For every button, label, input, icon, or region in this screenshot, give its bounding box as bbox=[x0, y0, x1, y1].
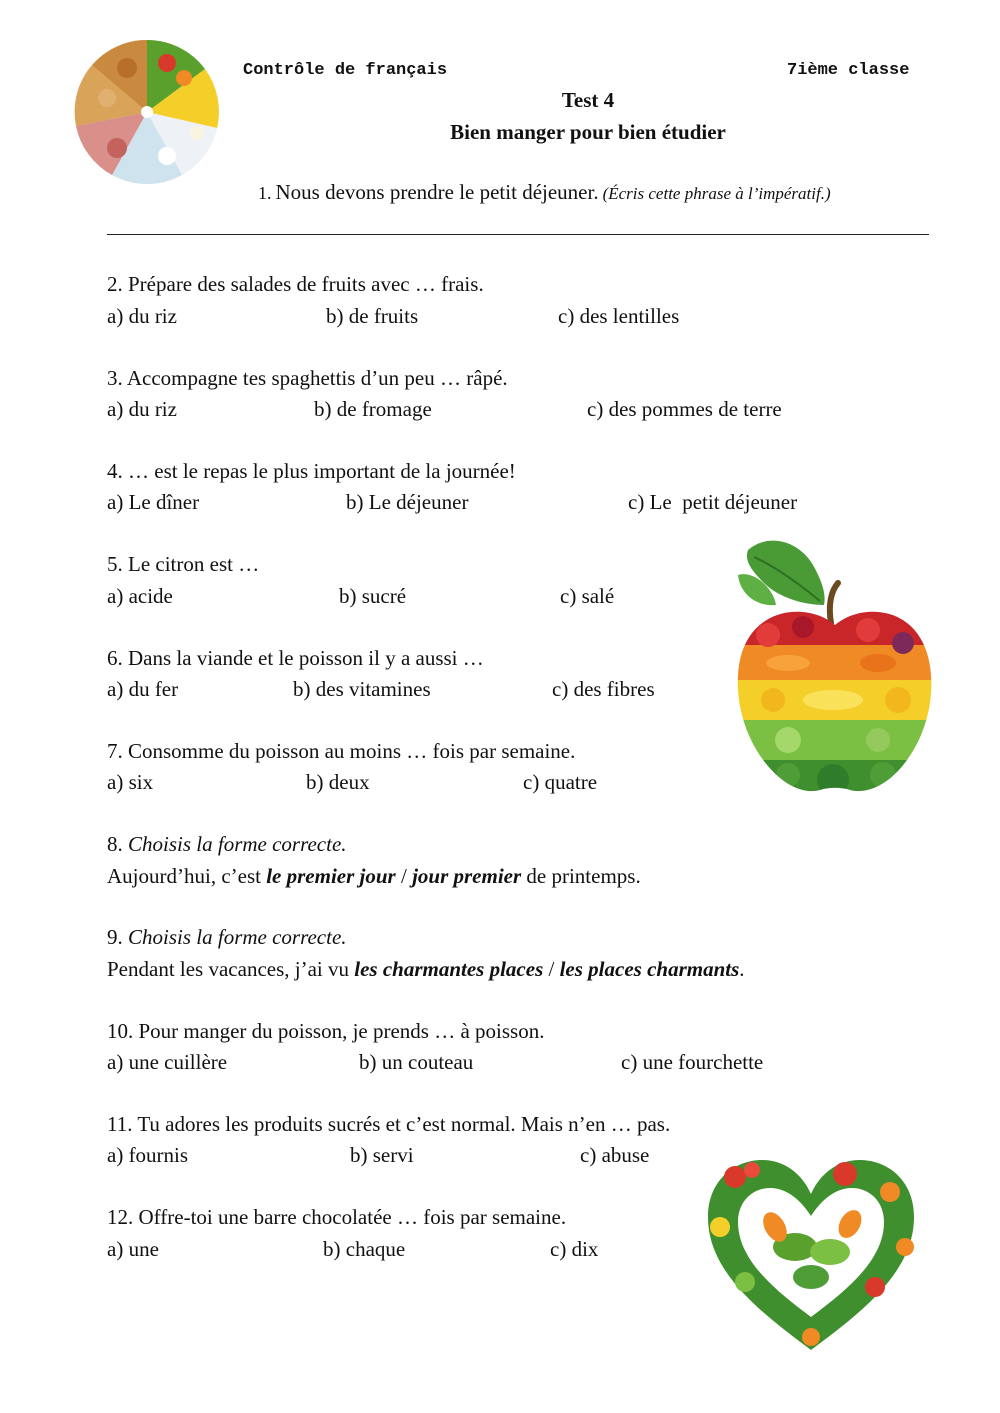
choice-separator: / bbox=[400, 864, 407, 888]
option-c[interactable]: c) des lentilles bbox=[558, 304, 680, 328]
answer-line[interactable] bbox=[107, 234, 929, 235]
option-b[interactable]: b) Le déjeuner bbox=[346, 490, 469, 514]
test-title: Test 4 bbox=[561, 88, 615, 112]
sentence-suffix: de printemps. bbox=[526, 864, 641, 888]
option-a[interactable]: a) fournis bbox=[107, 1143, 189, 1167]
vegetable-apple-illustration bbox=[728, 535, 943, 805]
question-text: Nous devons prendre le petit déjeuner. bbox=[275, 180, 599, 204]
question-number: 8. bbox=[107, 832, 123, 856]
option-a[interactable]: a) une cuillère bbox=[107, 1050, 228, 1074]
sentence-prefix: Aujourd’hui, c’est bbox=[107, 864, 261, 888]
question-8-sentence bbox=[107, 864, 641, 889]
choice-separator: / bbox=[548, 957, 555, 981]
question-11: 11. Tu adores les produits sucrés et c’est normal. Mais n’en … pas. bbox=[107, 1112, 671, 1136]
option-c[interactable]: c) Le petit déjeuner bbox=[628, 490, 798, 514]
question-7: 7. Consomme du poisson au moins … fois par semaine. bbox=[107, 739, 576, 763]
option-b[interactable]: b) de fromage bbox=[314, 397, 432, 421]
option-a[interactable]: a) acide bbox=[107, 584, 173, 608]
question-number: 1. bbox=[258, 183, 272, 203]
header-left-label: Contrôle de français bbox=[243, 61, 448, 80]
question-6: 6. Dans la viande et le poisson il y a aussi … bbox=[107, 646, 484, 670]
option-a[interactable]: a) Le dîner bbox=[107, 490, 200, 514]
option-c[interactable]: c) une fourchette bbox=[621, 1050, 764, 1074]
question-4: 4. … est le repas le plus important de la journée! bbox=[107, 459, 516, 483]
option-a[interactable]: a) du riz bbox=[107, 397, 177, 421]
option-b[interactable]: b) sucré bbox=[339, 584, 407, 608]
option-c[interactable]: c) salé bbox=[560, 584, 615, 608]
option-a[interactable]: a) du riz bbox=[107, 304, 177, 328]
option-a[interactable]: a) du fer bbox=[107, 677, 179, 701]
question-1 bbox=[258, 180, 831, 205]
question-5: 5. Le citron est … bbox=[107, 552, 260, 576]
option-b[interactable]: b) deux bbox=[306, 770, 370, 794]
option-c[interactable]: c) dix bbox=[550, 1237, 599, 1261]
option-c[interactable]: c) des pommes de terre bbox=[587, 397, 782, 421]
header-right-label: 7ième classe bbox=[787, 61, 910, 80]
option-b[interactable]: b) de fruits bbox=[326, 304, 419, 328]
option-c[interactable]: c) quatre bbox=[523, 770, 598, 794]
question-9-sentence bbox=[107, 957, 745, 982]
question-instruction: Choisis la forme correcte. bbox=[128, 832, 347, 856]
question-8 bbox=[107, 832, 347, 857]
question-instruction: Choisis la forme correcte. bbox=[128, 925, 347, 949]
option-c[interactable]: c) des fibres bbox=[552, 677, 655, 701]
sentence-prefix: Pendant les vacances, j’ai vu bbox=[107, 957, 349, 981]
question-12: 12. Offre-toi une barre chocolatée … fois par semaine. bbox=[107, 1205, 567, 1229]
question-instruction: (Écris cette phrase à l’impératif.) bbox=[602, 184, 831, 203]
question-10: 10. Pour manger du poisson, je prends … à poisson. bbox=[107, 1019, 545, 1043]
food-wheel-illustration bbox=[72, 38, 222, 186]
option-b[interactable]: b) servi bbox=[350, 1143, 414, 1167]
test-subtitle: Bien manger pour bien étudier bbox=[450, 120, 726, 144]
sentence-suffix: . bbox=[739, 957, 745, 981]
question-9 bbox=[107, 925, 347, 950]
option-a[interactable]: a) six bbox=[107, 770, 154, 794]
option-a[interactable]: a) une bbox=[107, 1237, 159, 1261]
option-b[interactable]: b) des vitamines bbox=[293, 677, 431, 701]
question-number: 9. bbox=[107, 925, 123, 949]
option-b[interactable]: b) un couteau bbox=[359, 1050, 474, 1074]
question-2: 2. Prépare des salades de fruits avec … frais. bbox=[107, 272, 484, 296]
choice-1[interactable]: le premier jour bbox=[266, 864, 396, 888]
vegetable-heart-illustration bbox=[700, 1152, 922, 1357]
choice-2[interactable]: jour premier bbox=[412, 864, 522, 888]
option-b[interactable]: b) chaque bbox=[323, 1237, 406, 1261]
choice-1[interactable]: les charmantes places bbox=[354, 957, 544, 981]
choice-2[interactable]: les places charmants bbox=[559, 957, 740, 981]
question-3: 3. Accompagne tes spaghettis d’un peu … râpé. bbox=[107, 366, 508, 390]
option-c[interactable]: c) abuse bbox=[580, 1143, 650, 1167]
